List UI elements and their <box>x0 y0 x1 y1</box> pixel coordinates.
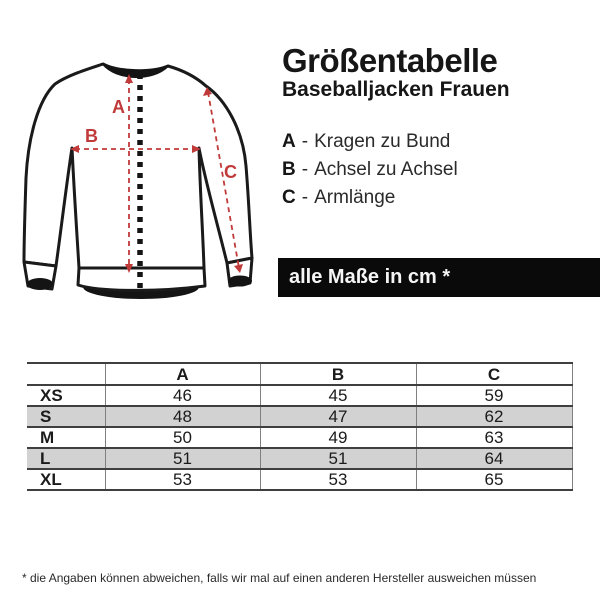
value-a: 46 <box>105 385 260 406</box>
value-c: 65 <box>416 469 572 490</box>
size-label: XL <box>40 470 62 489</box>
left-cuff-shadow <box>27 278 53 290</box>
legend-label: Kragen zu Bund <box>314 131 451 152</box>
units-bar <box>278 258 600 297</box>
legend-label: Armlänge <box>314 187 396 208</box>
legend-separator: - <box>301 159 309 180</box>
size-label: S <box>40 407 52 426</box>
measurement-legend <box>282 128 458 212</box>
label-c: C <box>224 162 237 182</box>
page-title: Größentabelle <box>282 42 498 79</box>
value-b: 51 <box>260 448 416 469</box>
value-a: 53 <box>105 469 260 490</box>
units-bar-text: alle Maße in cm * <box>289 266 451 288</box>
label-b: B <box>85 126 98 146</box>
value-b: 49 <box>260 427 416 448</box>
legend-separator: - <box>301 131 309 152</box>
value-a: 50 <box>105 427 260 448</box>
legend-item-b <box>282 156 458 184</box>
value-b: 45 <box>260 385 416 406</box>
legend-key: C <box>282 187 296 208</box>
header-col-c: C <box>416 363 572 385</box>
legend-label: Achsel zu Achsel <box>314 159 458 180</box>
legend-key: B <box>282 159 296 180</box>
value-b: 47 <box>260 406 416 427</box>
table-header-row <box>27 363 572 385</box>
table-row-m <box>27 427 572 448</box>
legend-item-c <box>282 184 458 212</box>
right-cuff-shadow <box>228 276 252 287</box>
size-label: L <box>40 449 51 468</box>
table-row-s <box>27 406 572 427</box>
value-c: 62 <box>416 406 572 427</box>
value-a: 51 <box>105 448 260 469</box>
size-label: XS <box>40 386 63 405</box>
value-b: 53 <box>260 469 416 490</box>
table-row-xl <box>27 469 572 490</box>
size-table <box>27 362 573 491</box>
page-subtitle: Baseballjacken Frauen <box>282 78 510 101</box>
header-col-b: B <box>260 363 416 385</box>
value-c: 63 <box>416 427 572 448</box>
table-row-xs <box>27 385 572 406</box>
footnote: * die Angaben können abweichen, falls wir mal auf einen anderen Hersteller ausweichen müssen <box>22 571 537 585</box>
value-c: 59 <box>416 385 572 406</box>
header-col-a: A <box>105 363 260 385</box>
value-c: 64 <box>416 448 572 469</box>
header-size-blank <box>27 363 105 385</box>
legend-key: A <box>282 131 296 152</box>
legend-item-a <box>282 128 458 156</box>
size-label: M <box>40 428 55 447</box>
label-a: A <box>112 97 125 117</box>
value-a: 48 <box>105 406 260 427</box>
table-row-l <box>27 448 572 469</box>
jacket-measurement-diagram <box>0 30 280 320</box>
legend-separator: - <box>301 187 309 208</box>
